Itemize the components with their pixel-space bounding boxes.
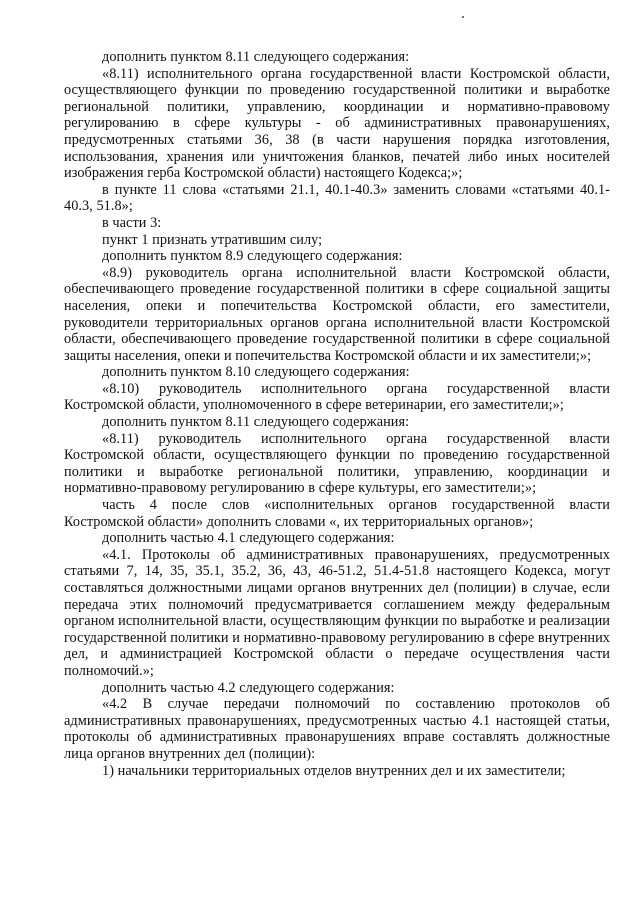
paragraph-8-11-culture-head: «8.11) руководитель исполнительного органа государственной власти Костромской области, осуществляющего функции по проведению государственной политики и выработке региональной политики, управлению, координации и нормативно-правовому регулированию в сфере культуры, его заместители;»;: [64, 430, 610, 497]
paragraph-part-4-amend: часть 4 после слов «исполнительных органов государственной власти Костромской области» дополнить словами «, их территориальных органов»;: [64, 497, 610, 530]
paragraph-4-2-item-1: 1) начальники территориальных отделов внутренних дел и их заместители;: [102, 762, 566, 779]
document-body: [64, 49, 610, 779]
scan-speck: [462, 16, 464, 18]
paragraph-point-1-void: пункт 1 признать утратившим силу;: [102, 231, 323, 248]
paragraph-8-9-social-protection: «8.9) руководитель органа исполнительной власти Костромской области, обеспечивающего проведение государственной политики в сфере социальной защиты населения, опеки и попечительства Костромской области, его заместители, руководители территориальных органов органа исполнительной власти Костромской области, обеспечивающего проведение государственной политики в сфере социальной защиты населения, опеки и попечительства Костромской области и их заместители;»;: [64, 264, 610, 364]
paragraph-8-10-veterinary: «8.10) руководитель исполнительного органа государственной власти Костромской области, уполномоченного в сфере ветеринарии, его заместители;»;: [64, 380, 610, 414]
paragraph-add-4-1: дополнить частью 4.1 следующего содержания:: [102, 530, 395, 547]
paragraph-add-8-9: дополнить пунктом 8.9 следующего содержания:: [102, 248, 403, 265]
paragraph-4-2-transfer: «4.2 В случае передачи полномочий по составлению протоколов об административных правонарушениях, предусмотренных частью 4.1 настоящей статьи, протоколы об административных правонарушениях вправе составлять должностные лица органов внутренних дел (полиции):: [64, 696, 610, 762]
paragraph-4-1-protocols: «4.1. Протоколы об административных правонарушениях, предусмотренных статьями 7, 14, 35, 35.1, 35.2, 36, 43, 46-51.2, 51.4-51.8 настоящего Кодекса, могут составляться должностными лицами органов внутренних дел (полиции) в случае, если передача этих полномочий предусматривается соглашением между федеральным органом исполнительной власти, осуществляющим функции по выработке и реализации государственной политики и нормативно-правовому регулированию в сфере внутренних дел, и администрацией Костромской области о передаче осуществления части полномочий.»;: [64, 546, 610, 679]
paragraph-part-3: в части 3:: [102, 214, 162, 231]
paragraph-8-11-culture-authority: «8.11) исполнительного органа государственной власти Костромской области, осуществляющего функции по проведению государственной политики и выработке региональной политики, управлению, координации и нормативно-правовому регулированию в сфере культуры - об административных правонарушениях, предусмотренных статьями 36, 38 (в части нарушения порядка изготовления, использования, хранения или уничтожения бланков, печатей либо иных носителей изображения герба Костромской области) настоящего Кодекса;»;: [64, 65, 610, 182]
paragraph-add-8-11: дополнить пунктом 8.11 следующего содержания:: [102, 49, 410, 65]
paragraph-add-8-11-second: дополнить пунктом 8.11 следующего содержания:: [102, 414, 410, 431]
paragraph-add-8-10: дополнить пунктом 8.10 следующего содержания:: [102, 364, 410, 381]
paragraph-add-4-2: дополнить частью 4.2 следующего содержания:: [102, 679, 395, 696]
paragraph-point-11-replace: в пункте 11 слова «статьями 21.1, 40.1-40.3» заменить словами «статьями 40.1-40.3, 51.8»;: [64, 181, 610, 215]
